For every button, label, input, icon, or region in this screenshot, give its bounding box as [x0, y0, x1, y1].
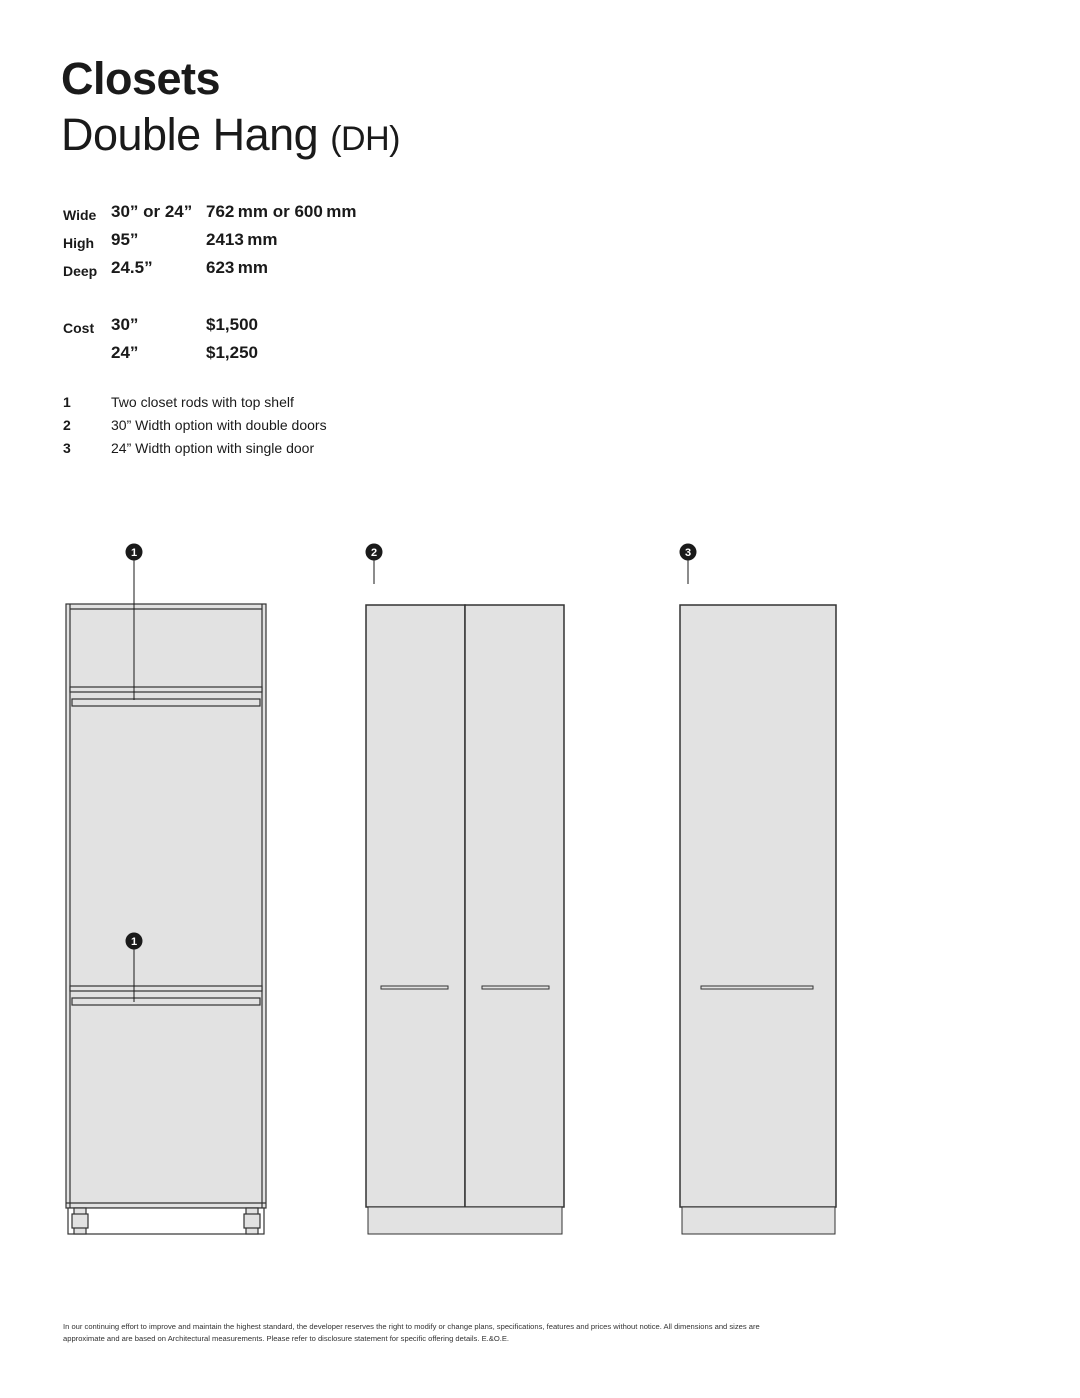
- cost-label: Cost: [63, 320, 95, 336]
- left-door: [366, 605, 465, 1207]
- note-text: 24” Width option with single door: [111, 440, 315, 456]
- callout-number: 2: [370, 547, 378, 559]
- lower-closet-rod: [72, 998, 260, 1005]
- spec-imperial: 30” or 24”: [111, 202, 193, 221]
- spec-imperial: 95”: [111, 230, 139, 249]
- subtitle-abbr: (DH): [330, 120, 400, 158]
- callout-3: [680, 544, 697, 585]
- page-subtitle: [61, 109, 400, 161]
- subtitle-text: Double Hang: [61, 109, 319, 160]
- cost-size: 24”: [111, 343, 139, 362]
- callout-2: [366, 544, 383, 585]
- right-door: [465, 605, 564, 1207]
- spec-label: High: [63, 235, 95, 251]
- note-text: Two closet rods with top shelf: [111, 394, 294, 410]
- spec-metric: 623 mm: [206, 258, 268, 277]
- spec-metric: 2413 mm: [206, 230, 278, 249]
- cost-size: 30”: [111, 315, 139, 334]
- toe-kick: [682, 1207, 835, 1234]
- middle-shelf: [70, 986, 262, 991]
- leg-right-foot: [244, 1214, 260, 1228]
- plinth: [68, 1208, 264, 1234]
- single-door: [680, 605, 836, 1207]
- closet-interior-elevation: [66, 604, 266, 1234]
- spec-label: Wide: [63, 207, 97, 223]
- left-door-handle: [381, 986, 448, 989]
- spec-label: Deep: [63, 263, 98, 279]
- cost-price: $1,500: [206, 315, 258, 334]
- single-door-handle: [701, 986, 813, 989]
- spec-metric: 762 mm or 600 mm: [206, 202, 357, 221]
- spec-imperial: 24.5”: [111, 258, 153, 277]
- right-door-handle: [482, 986, 549, 989]
- top-closet-rod: [72, 699, 260, 706]
- cost-price: $1,250: [206, 343, 258, 362]
- note-number: 3: [63, 440, 71, 456]
- closet-double-door-elevation: [366, 605, 564, 1234]
- callout-number: 1: [130, 547, 138, 559]
- closet-elevations: [0, 530, 1080, 1250]
- callout-number: 3: [684, 547, 692, 559]
- closet-single-door-elevation: [680, 605, 836, 1234]
- note-number: 2: [63, 417, 71, 433]
- note-number: 1: [63, 394, 71, 410]
- callout-number: 1: [130, 936, 138, 948]
- legal-disclaimer: In our continuing effort to improve and maintain the highest standard, the developer reserves the right to modify or change plans, specifications, features and prices without notice. All dimensions and sizes are approximate and are based on Architectural measurements. Please refer to disclosure statement for specific offering details. E.&O.E.: [63, 1321, 760, 1344]
- toe-kick: [368, 1207, 562, 1234]
- note-text: 30” Width option with double doors: [111, 417, 327, 433]
- page-title: Closets: [61, 53, 221, 104]
- interior-back-panel: [66, 604, 266, 1208]
- leg-left-foot: [72, 1214, 88, 1228]
- top-shelf: [70, 687, 262, 692]
